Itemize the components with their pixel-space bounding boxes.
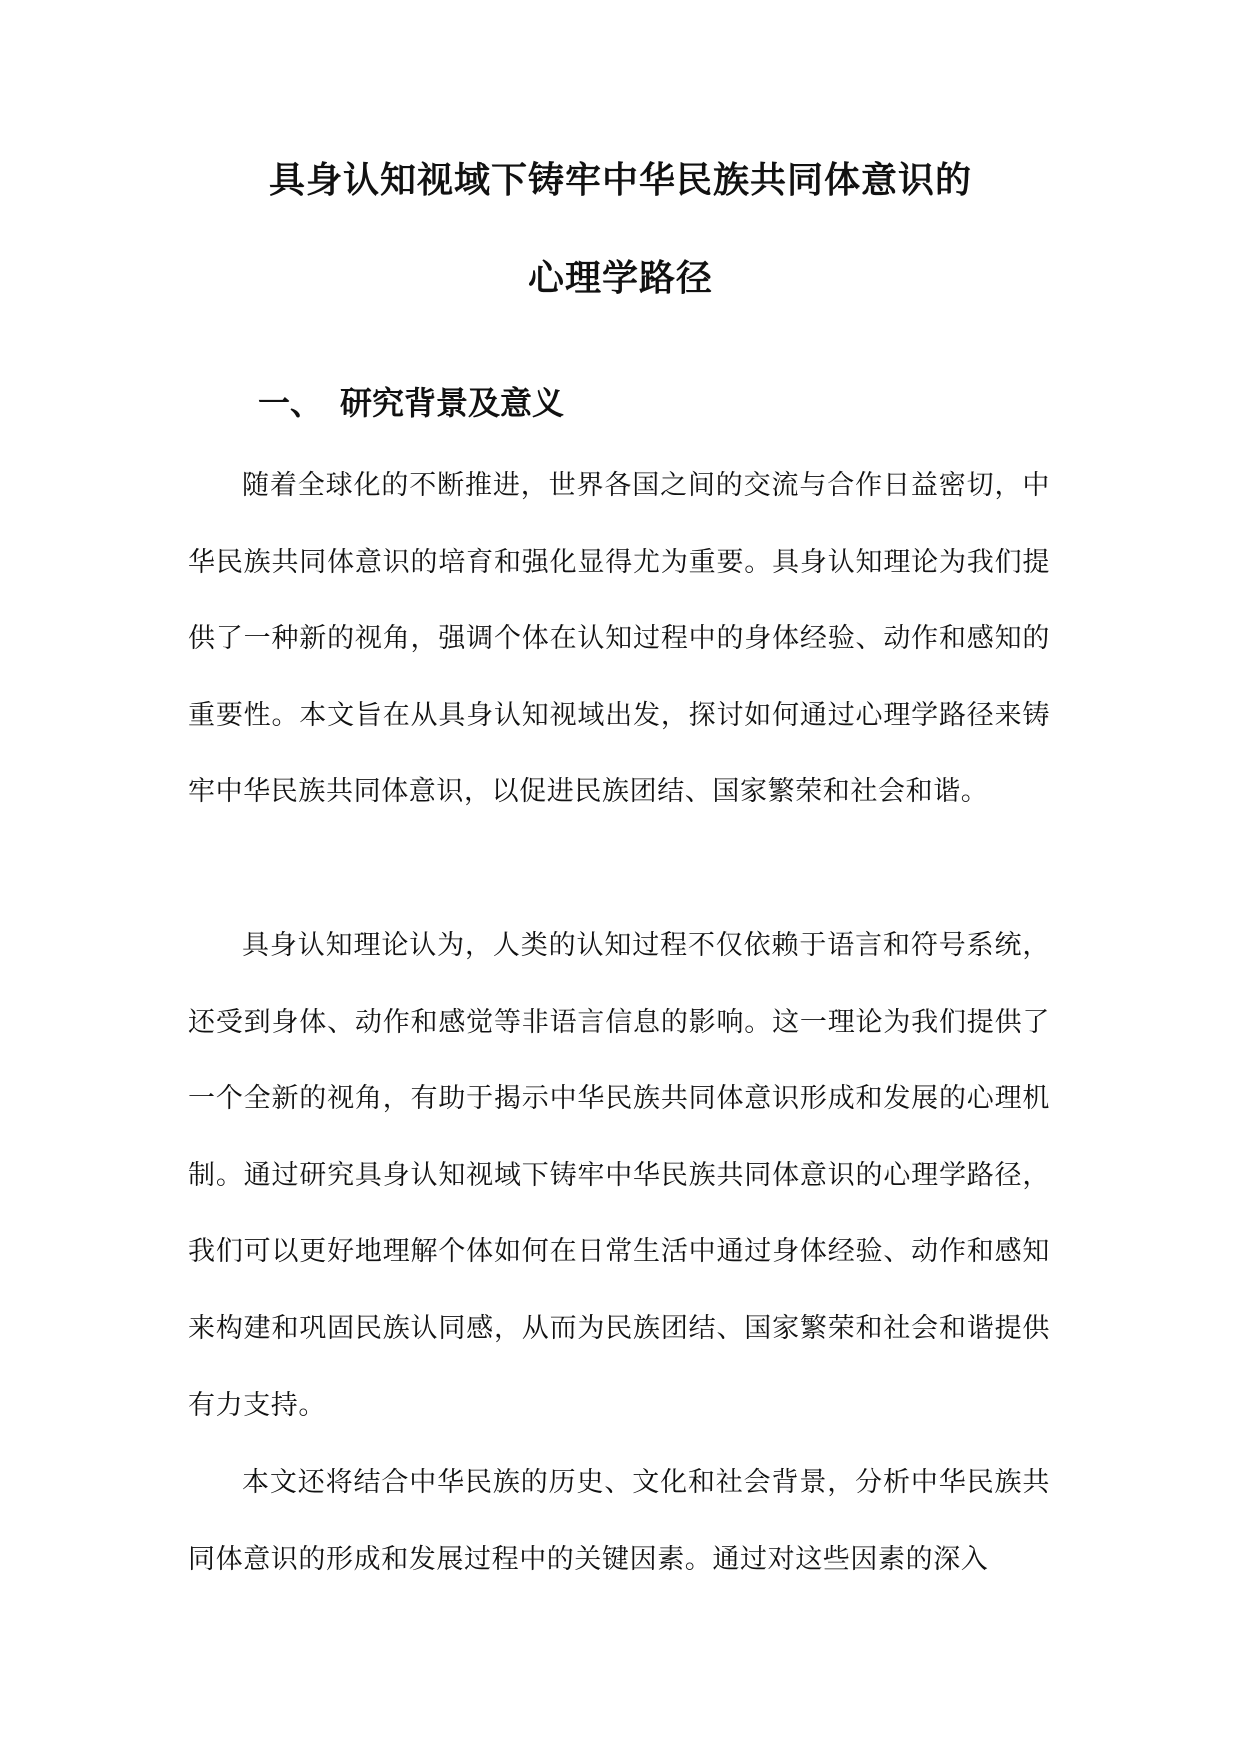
body-paragraph-3: 本文还将结合中华民族的历史、文化和社会背景，分析中华民族共同体意识的形成和发展过程中的关键因素。通过对这些因素的深入: [188, 1467, 1050, 1575]
section-title: 研究背景及意义: [340, 384, 565, 422]
section-heading: [258, 378, 564, 424]
body-paragraph-2: 具身认知理论认为，人类的认知过程不仅依赖于语言和符号系统，还受到身体、动作和感觉等非语言信息的影响。这一理论为我们提供了一个全新的视角，有助于揭示中华民族共同体意识形成和发展的心理机制。通过研究具身认知视域下铸牢中华民族共同体意识的心理学路径，我们可以更好地理解个体如何在日常生活中通过身体经验、动作和感知来构建和巩固民族认同感，从而为民族团结、国家繁荣和社会和谐提供有力支持。: [188, 930, 1050, 1421]
section-number: 一、: [258, 384, 323, 422]
document-title-line-2: 心理学路径: [527, 258, 713, 299]
document-title-line-1: 具身认知视域下铸牢中华民族共同体意识的: [268, 160, 972, 201]
body-paragraph-1: 随着全球化的不断推进，世界各国之间的交流与合作日益密切，中华民族共同体意识的培育和强化显得尤为重要。具身认知理论为我们提供了一种新的视角，强调个体在认知过程中的身体经验、动作和感知的重要性。本文旨在从具身认知视域出发，探讨如何通过心理学路径来铸牢中华民族共同体意识，以促进民族团结、国家繁荣和社会和谐。: [188, 470, 1050, 808]
